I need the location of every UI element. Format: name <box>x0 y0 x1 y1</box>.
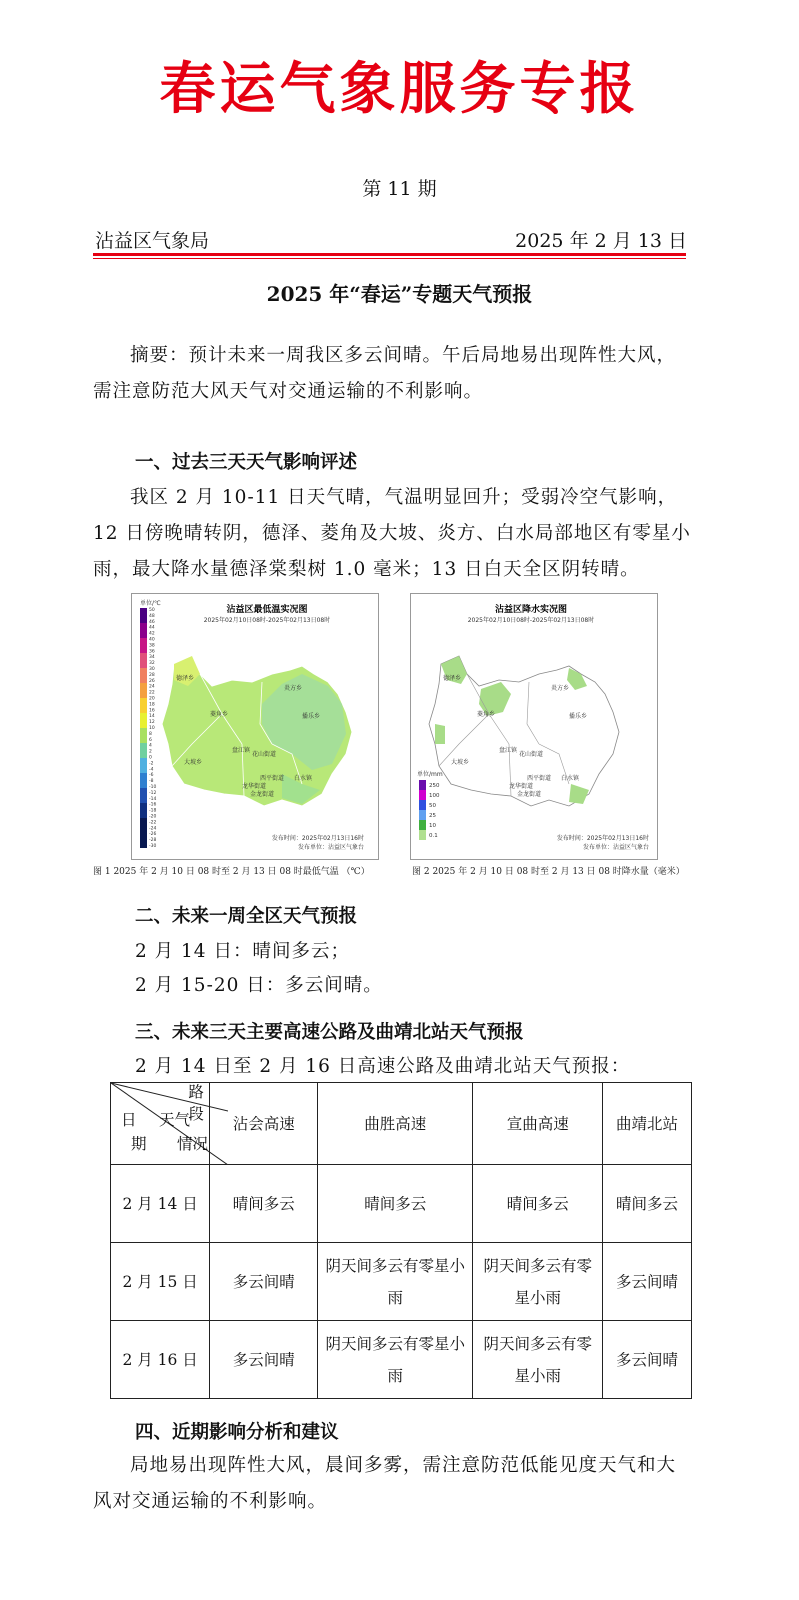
table-corner-cell <box>111 1083 210 1165</box>
legend-value: 10 <box>149 726 155 731</box>
legend-value: -12 <box>149 790 157 796</box>
place-label: 盘江镇 <box>232 747 251 754</box>
legend-unit: 单位/mm <box>417 771 443 778</box>
column-header: 沾会高速 <box>210 1083 318 1165</box>
column-header: 曲胜高速 <box>318 1083 473 1165</box>
legend-value: 48 <box>149 613 155 619</box>
issue-number: 第 11 期 <box>362 178 437 200</box>
legend-value: 4 <box>149 743 152 749</box>
legend-value: -10 <box>149 785 157 790</box>
legend-value: 22 <box>149 690 155 696</box>
table-cell: 多云间晴 <box>603 1321 692 1399</box>
column-header: 宣曲高速 <box>473 1083 603 1165</box>
map2-caption: 图 2 2025 年 2 月 10 日 08 时至 2 月 13 日 08 时降水量（毫米） <box>412 867 685 877</box>
temperature-legend <box>140 608 147 848</box>
legend-value: -24 <box>149 826 157 832</box>
legend-value: 28 <box>149 672 155 678</box>
legend-value: -26 <box>149 832 157 838</box>
table-cell: 阴天间多云有零星小雨 <box>473 1321 603 1399</box>
highway-forecast-table <box>110 1082 692 1399</box>
place-label: 花山街道 <box>252 751 277 758</box>
map2-publish-time: 发布时间：2025年02月13日16时 <box>556 835 649 842</box>
place-label: 大坡乡 <box>451 759 470 766</box>
table-cell: 晴间多云 <box>210 1165 318 1243</box>
table-cell: 阴天间多云有零星小雨 <box>473 1243 603 1321</box>
legend-value: -28 <box>149 838 157 844</box>
precipitation-map <box>410 593 658 860</box>
place-label: 炎方乡 <box>284 685 303 692</box>
legend-value: -6 <box>149 773 154 779</box>
map1-caption: 图 1 2025 年 2 月 10 日 08 时至 2 月 13 日 08 时最低气温 （℃） <box>93 867 370 877</box>
table-cell: 晴间多云 <box>603 1165 692 1243</box>
table-row <box>111 1165 692 1243</box>
legend-value: 100 <box>429 793 440 799</box>
bureau-name: 沾益区气象局 <box>95 230 210 252</box>
corner-situation: 情况 <box>177 1135 209 1153</box>
table-cell: 晴间多云 <box>318 1165 473 1243</box>
row-date: 2 月 15 日 <box>111 1243 210 1321</box>
legend-value: 30 <box>149 667 155 672</box>
place-label: 播乐乡 <box>569 713 588 720</box>
section1-heading: 一、过去三天天气影响评述 <box>135 452 358 473</box>
table-row <box>111 1243 692 1321</box>
map2-title: 沾益区降水实况图 <box>494 605 568 615</box>
table-cell: 阴天间多云有零星小雨 <box>318 1243 473 1321</box>
place-label: 播乐乡 <box>302 713 321 720</box>
legend-value: 24 <box>149 684 155 690</box>
legend-value: 0 <box>149 755 152 761</box>
section3-intro: 2 月 14 日至 2 月 16 日高速公路及曲靖北站天气预报： <box>135 1056 631 1077</box>
place-label: 盘江镇 <box>499 747 518 754</box>
legend-value: 25 <box>429 813 436 819</box>
table-row <box>111 1321 692 1399</box>
section4-text: 局地易出现阵性大风，晨间多雾，需注意防范低能见度天气和大风对交通运输的不利影响。 <box>93 1455 677 1512</box>
legend-value: 26 <box>149 678 155 684</box>
table-cell: 晴间多云 <box>473 1165 603 1243</box>
legend-value: -22 <box>149 820 157 826</box>
legend-value: 38 <box>149 643 155 649</box>
corner-day: 日 <box>121 1111 137 1129</box>
column-header: 曲靖北站 <box>603 1083 692 1165</box>
map2-publisher: 发布单位：沾益区气象台 <box>582 844 649 851</box>
legend-value: 12 <box>149 720 155 726</box>
report-title: 春运气象服务专报 <box>159 57 640 122</box>
place-label: 西平街道 <box>527 775 552 782</box>
legend-value: -16 <box>149 802 157 808</box>
legend-value: 42 <box>149 631 155 637</box>
place-label: 白水镇 <box>561 775 580 782</box>
header-divider-thin <box>93 258 686 259</box>
row-date: 2 月 16 日 <box>111 1321 210 1399</box>
corner-period: 期 <box>131 1135 147 1153</box>
report-subtitle: 2025 年“春运”专题天气预报 <box>266 282 533 306</box>
table-cell: 多云间晴 <box>210 1321 318 1399</box>
section4-heading: 四、近期影响分析和建议 <box>135 1422 339 1443</box>
map1-publish-time: 发布时间：2025年02月13日16时 <box>271 835 364 842</box>
legend-unit: 单位/℃ <box>140 600 161 607</box>
legend-value: 10 <box>429 823 436 829</box>
legend-value: -20 <box>149 814 157 820</box>
place-label: 龙华街道 <box>509 783 534 790</box>
legend-value: 6 <box>149 737 152 743</box>
precipitation-map-graphic <box>411 594 657 859</box>
legend-value: 32 <box>149 661 155 667</box>
forecast-line-2: 2 月 15-20 日：多云间晴。 <box>135 975 383 996</box>
section3-heading: 三、未来三天主要高速公路及曲靖北站天气预报 <box>135 1022 524 1043</box>
place-label: 菱角乡 <box>210 711 229 718</box>
legend-value: -4 <box>149 767 154 773</box>
place-label: 菱角乡 <box>477 711 496 718</box>
legend-value: 14 <box>149 714 155 720</box>
abstract: 摘要：预计未来一周我区多云间晴。午后局地易出现阵性大风，需注意防范大风天气对交通运输的不利影响。 <box>93 345 677 402</box>
legend-value: 20 <box>149 696 155 702</box>
legend-value: -30 <box>149 844 157 849</box>
place-label: 西平街道 <box>260 775 285 782</box>
legend-value: 36 <box>149 649 155 655</box>
map2-period: 2025年02月10日08时-2025年02月13日08时 <box>467 617 595 624</box>
legend-value: 8 <box>149 731 152 737</box>
place-label: 炎方乡 <box>551 685 570 692</box>
legend-value: 2 <box>149 749 152 755</box>
map1-publisher: 发布单位：沾益区气象台 <box>297 844 364 851</box>
table-header-row <box>111 1083 692 1165</box>
precipitation-legend <box>419 780 426 840</box>
map1-title: 沾益区最低温实况图 <box>226 605 308 615</box>
corner-weather: 天气 <box>159 1111 191 1129</box>
min-temperature-map-graphic <box>132 594 378 859</box>
table-cell: 多云间晴 <box>210 1243 318 1321</box>
corner-road: 路段 <box>188 1083 204 1123</box>
map1-period: 2025年02月10日08时-2025年02月13日08时 <box>203 617 331 624</box>
legend-value: 16 <box>149 708 155 714</box>
legend-value: 46 <box>149 619 155 625</box>
legend-value: 18 <box>149 702 155 708</box>
min-temperature-map <box>131 593 379 860</box>
legend-value: 40 <box>149 637 155 643</box>
table-cell: 阴天间多云有零星小雨 <box>318 1321 473 1399</box>
place-label: 金龙街道 <box>517 791 542 798</box>
legend-value: -8 <box>149 779 154 785</box>
place-label: 德泽乡 <box>443 675 462 682</box>
place-label: 大坡乡 <box>184 759 203 766</box>
place-label: 花山街道 <box>519 751 544 758</box>
place-label: 德泽乡 <box>176 675 195 682</box>
section2-heading: 二、未来一周全区天气预报 <box>135 906 358 927</box>
legend-value: 34 <box>149 655 155 661</box>
legend-value: 250 <box>429 783 440 789</box>
place-label: 金龙街道 <box>250 791 275 798</box>
legend-value: 0.1 <box>429 833 438 839</box>
table-cell: 多云间晴 <box>603 1243 692 1321</box>
section1-text: 我区 2 月 10-11 日天气晴，气温明显回升；受弱冷空气影响，12 日傍晚晴转阴，德泽、菱角及大坡、炎方、白水局部地区有零星小雨，最大降水量德泽棠梨树 1.0 毫米；13 日白天全区阴转晴。 <box>93 487 691 580</box>
report-date: 2025 年 2 月 13 日 <box>515 230 687 252</box>
legend-value: 50 <box>149 608 155 613</box>
forecast-line-1: 2 月 14 日：晴间多云； <box>135 941 350 962</box>
legend-value: 50 <box>429 803 436 809</box>
legend-value: -14 <box>149 796 157 802</box>
legend-value: -2 <box>149 761 154 767</box>
header-divider <box>93 253 686 256</box>
row-date: 2 月 14 日 <box>111 1165 210 1243</box>
legend-value: 44 <box>149 625 155 631</box>
place-label: 白水镇 <box>294 775 313 782</box>
place-label: 龙华街道 <box>242 783 267 790</box>
legend-value: -18 <box>149 808 157 814</box>
